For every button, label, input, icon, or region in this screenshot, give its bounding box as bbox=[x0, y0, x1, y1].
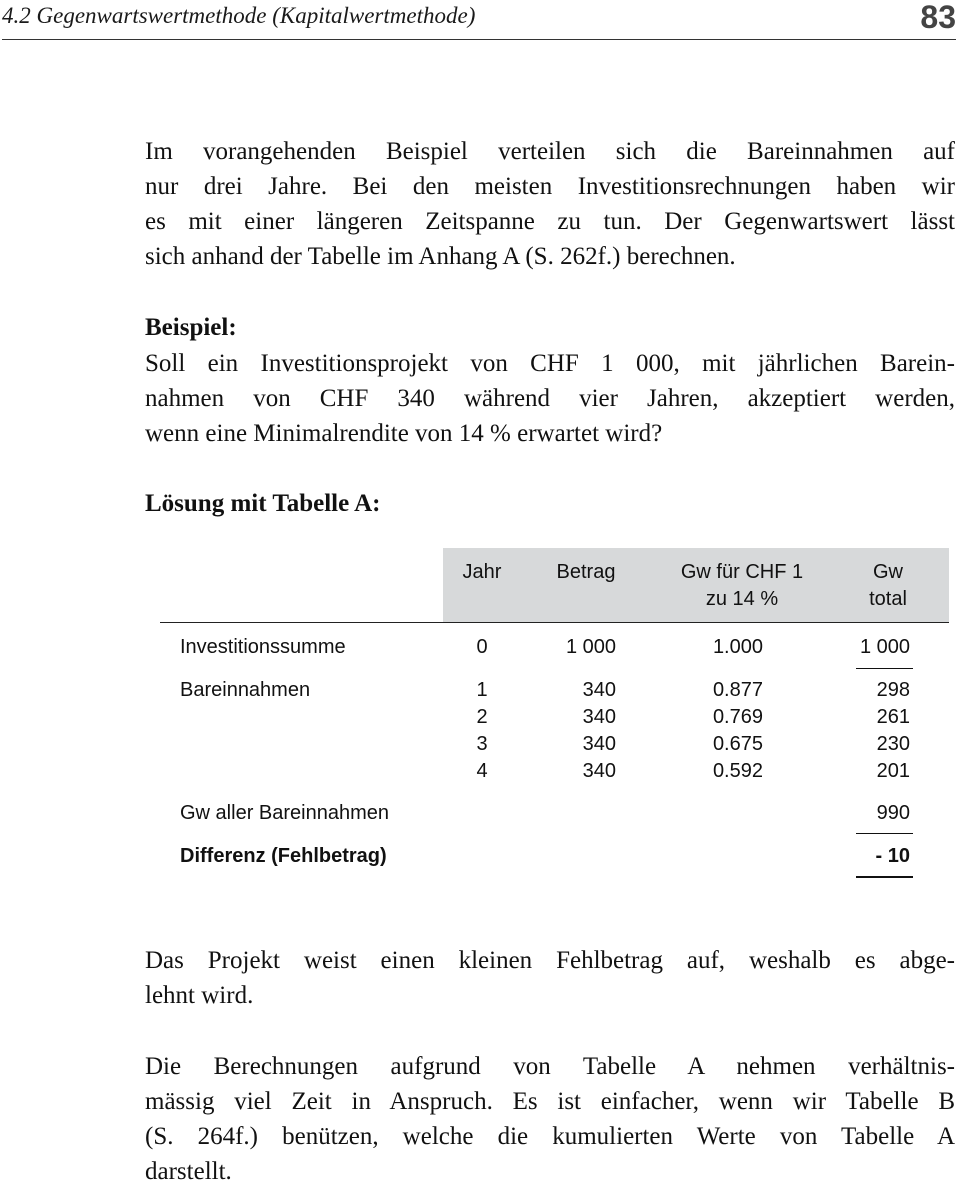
cell-betrag: 340 bbox=[582, 679, 616, 701]
row-label: Bareinnahmen bbox=[180, 679, 311, 701]
row-label: Investitionssumme bbox=[180, 636, 346, 658]
intro-line: Im vorangehenden Beispiel verteilen sich die Bareinnahmen auf bbox=[145, 138, 955, 165]
cell-gw: 0.877 bbox=[712, 679, 763, 701]
cell-jahr: 3 bbox=[476, 733, 488, 755]
cell-betrag: 340 bbox=[582, 760, 616, 782]
example-heading: Beispiel: bbox=[145, 314, 237, 341]
cell-betrag: 340 bbox=[582, 733, 616, 755]
subtotal-rule bbox=[856, 668, 913, 669]
cell-jahr: 4 bbox=[476, 760, 488, 782]
solution-heading: Lösung mit Tabelle A: bbox=[145, 490, 381, 517]
header-gw-total bbox=[850, 559, 926, 613]
header-gw-per-chf bbox=[668, 559, 816, 613]
header-betrag: Betrag bbox=[556, 561, 616, 583]
cell-gw: 0.675 bbox=[712, 733, 763, 755]
table-header-rule bbox=[160, 622, 949, 623]
conclusion-line: Das Projekt weist einen kleinen Fehlbetrag auf, weshalb es abge- bbox=[145, 947, 955, 974]
closing-paragraph bbox=[145, 1049, 955, 1189]
cell-jahr: 1 bbox=[476, 679, 488, 701]
section-title: 4.2 Gegenwartswertmethode (Kapitalwertmethode) bbox=[2, 3, 476, 28]
cell-total: 298 bbox=[876, 679, 910, 701]
cell-gw: 1.000 bbox=[712, 636, 763, 658]
conclusion-line: lehnt wird. bbox=[145, 982, 254, 1009]
intro-paragraph bbox=[145, 134, 955, 274]
closing-line: darstellt. bbox=[145, 1158, 232, 1185]
conclusion-paragraph bbox=[145, 943, 955, 1013]
cell-total: 990 bbox=[876, 802, 910, 824]
row-label: Gw aller Bareinnahmen bbox=[180, 802, 389, 824]
cell-jahr: 2 bbox=[476, 706, 488, 728]
header-gw-line1: Gw für CHF 1 bbox=[680, 561, 804, 583]
sum-rule bbox=[856, 833, 913, 834]
cell-gw: 0.769 bbox=[712, 706, 763, 728]
cell-total: 261 bbox=[876, 706, 910, 728]
cell-betrag: 340 bbox=[582, 706, 616, 728]
cell-total: 201 bbox=[876, 760, 910, 782]
intro-line: sich anhand der Tabelle im Anhang A (S. 262f.) berechnen. bbox=[145, 243, 736, 270]
cell-total: 230 bbox=[876, 733, 910, 755]
header-rule bbox=[2, 39, 956, 40]
header-total-line1: Gw bbox=[873, 561, 903, 583]
cell-betrag: 1 000 bbox=[565, 636, 616, 658]
intro-line: es mit einer längeren Zeitspanne zu tun. Der Gegenwartswert lässt bbox=[145, 208, 955, 235]
cell-gw: 0.592 bbox=[712, 760, 763, 782]
header-total-line2: total bbox=[869, 588, 907, 610]
header-gw-line2: zu 14 % bbox=[705, 588, 779, 610]
cell-total-differenz: - 10 bbox=[875, 845, 910, 867]
closing-line: Die Berechnungen aufgrund von Tabelle A nehmen verhältnis- bbox=[145, 1053, 955, 1080]
closing-line: (S. 264f.) benützen, welche die kumulierten Werte von Tabelle A bbox=[145, 1123, 955, 1150]
example-paragraph bbox=[145, 346, 955, 451]
row-label-differenz: Differenz (Fehlbetrag) bbox=[180, 845, 387, 867]
example-line: nahmen von CHF 340 während vier Jahren, akzeptiert werden, bbox=[145, 385, 955, 412]
cell-total: 1 000 bbox=[859, 636, 910, 658]
closing-line: mässig viel Zeit in Anspruch. Es ist einfacher, wenn wir Tabelle B bbox=[145, 1088, 955, 1115]
header-jahr: Jahr bbox=[462, 561, 502, 583]
example-line: Soll ein Investitionsprojekt von CHF 1 000, mit jährlichen Barein- bbox=[145, 350, 955, 377]
example-line: wenn eine Minimalrendite von 14 % erwartet wird? bbox=[145, 420, 663, 447]
intro-line: nur drei Jahre. Bei den meisten Investitionsrechnungen haben wir bbox=[145, 173, 955, 200]
page-number: 83 bbox=[920, 0, 956, 35]
cell-jahr: 0 bbox=[476, 636, 488, 658]
result-rule bbox=[856, 876, 913, 878]
